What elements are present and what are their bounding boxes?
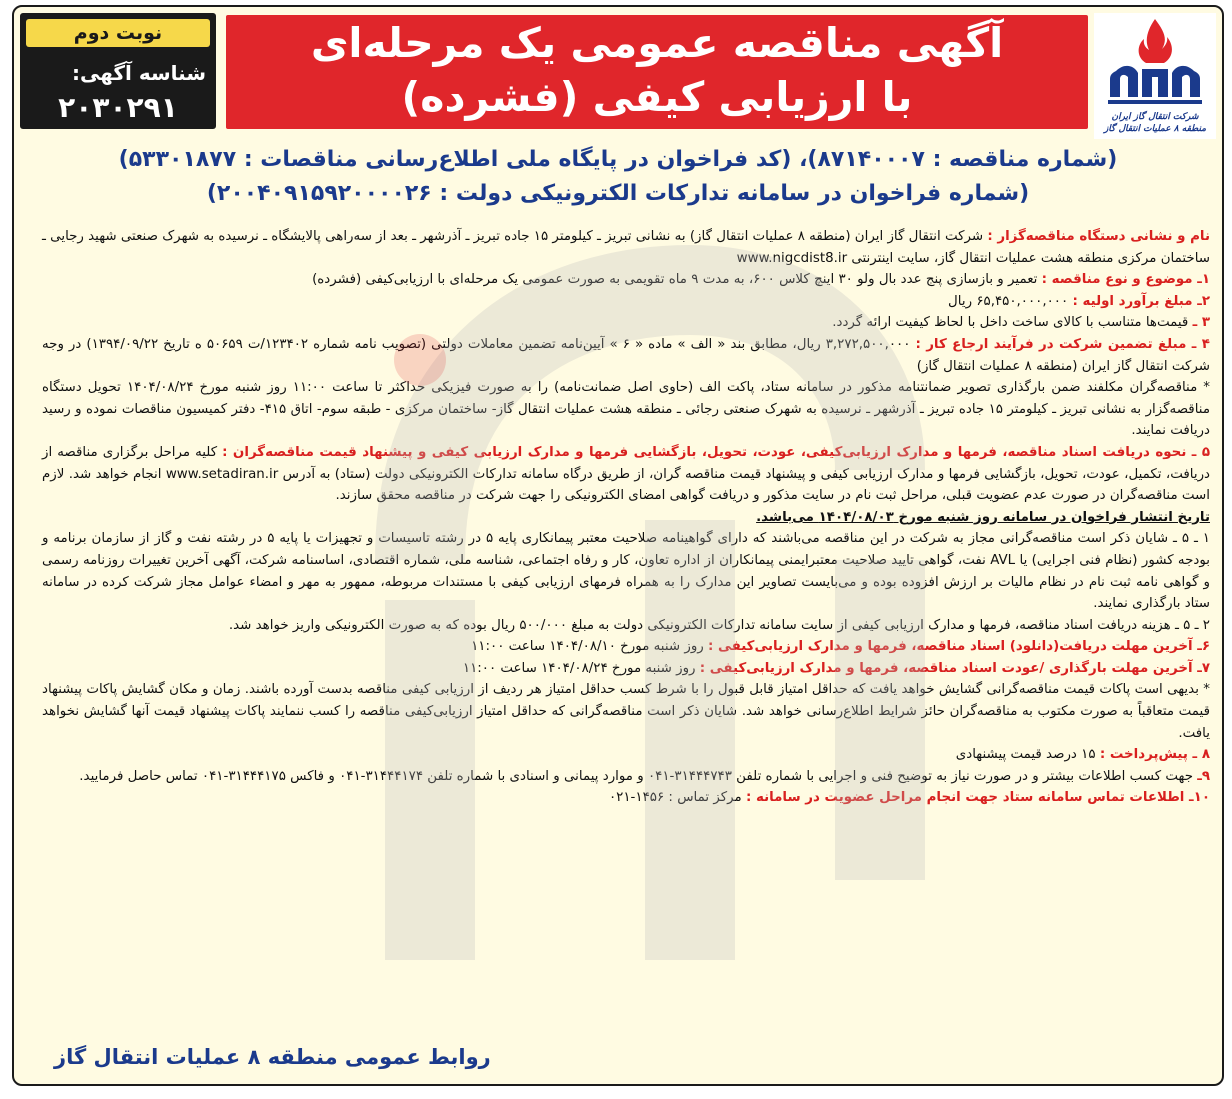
- logo-caption-region: منطقه ۸ عملیات انتقال گاز: [1103, 124, 1207, 134]
- logo-caption-company: شرکت انتقال گاز ایران: [1111, 112, 1199, 122]
- round-label: نوبت دوم: [26, 19, 210, 47]
- section-upload-deadline: [42, 658, 1210, 680]
- procedure-label: ۵ ـ نحوه دریافت اسناد مناقصه، فرمها و مدارک ارزیابی‌کیفی، عودت، تحویل، بازگشایی فرمها و مدارک ارزیابی کیفی و پیشنهاد قیمت مناقصه‌گران :: [222, 444, 1211, 460]
- contact-label: ۹ـ: [1197, 768, 1210, 784]
- guarantee-text: ۳,۲۷۲,۵۰۰,۰۰۰ ریال، مطابق بند « الف » ماده « ۶ » آیین‌نامه تضمین معاملات دولتی (تصویب نامه شماره ۱۲۳۴۰۲/ت ۵۰۶۵۹ ه تاریخ ۱۳۹۴/۰۹/۲۲) در وجه شرکت انتقال گاز ایران (منطقه ۸ عملیات انتقال گاز): [42, 336, 1210, 374]
- organizer-text: شرکت انتقال گاز ایران (منطقه ۸ عملیات انتقال گاز) به نشانی تبریز ـ کیلومتر ۱۵ جاده تبریز ـ آذرشهر ـ بعد از سه‌راهی پالایشگاه ـ نرسیده به شهرک صنعتی شهید رجایی ـ ساختمان مرکزی منطقه هشت عملیات انتقال گاز، سایت اینترنتی www.nigcdist8.ir: [42, 229, 1210, 266]
- download-deadline-text: روز شنبه مورخ ۱۴۰۴/۰۸/۱۰ ساعت ۱۱:۰۰: [471, 639, 709, 655]
- prepayment-text: ۱۵ درصد قیمت پیشنهادی: [955, 747, 1100, 763]
- section-guarantee: [42, 334, 1210, 377]
- public-relations-signature: روابط عمومی منطقه ۸ عملیات انتقال گاز: [54, 1045, 491, 1069]
- section-organizer: [42, 226, 1210, 269]
- guarantee-label: ۴ ـ مبلغ تضمین شرکت در فرآیند ارجاع کار :: [915, 336, 1210, 352]
- subject-label: ۱ـ موضوع و نوع مناقصه :: [1041, 272, 1210, 288]
- tender-codes-line-2: (شماره فراخوان در سامانه تدارکات الکترونیکی دولت : ۲۰۰۴۰۹۱۵۹۲۰۰۰۰۲۶): [206, 181, 1030, 206]
- section-download-deadline: [42, 636, 1210, 658]
- section-contact: [42, 766, 1210, 788]
- upload-deadline-text: روز شنبه مورخ ۱۴۰۴/۰۸/۲۴ ساعت ۱۱:۰۰: [462, 660, 700, 676]
- price-opening-note: * بدیهی است پاکات قیمت مناقصه‌گرانی گشایش خواهد یافت که حداقل امتیاز قابل قبول را با شرط کسب حداقل امتیاز هر ردیف از ارزیابی کیفی مناقصه بدست آورده باشند. زمان و مکان گشایش پاکات پیشنهاد قیمت متعاقباً به صورت مکتوب به مناقصه‌گران حائز شرایط اطلاع‌رسانی خواهد شد. شایان ذکر است مناقصه‌گرانی که حداقل امتیاز ارزیابی‌کیفی مناقصه را کسب ننمایند پاکات پیشنهاد قیمت آنها گشایش نخواهد یافت.: [42, 682, 1210, 741]
- flame-logo-icon: [1094, 13, 1216, 111]
- procedure-text: کلیه مراحل برگزاری مناقصه از دریافت، تکمیل، عودت، تحویل، بازگشایی فرمها و مدارک ارزیابی کیفی و پیشنهاد قیمت مناقصه گران، از طریق درگاه سامانه تدارکات الکترونیکی دولت (ستاد) به آدرس www.setadiran.ir انجام خواهد شد. لازم است مناقصه‌گران در صورت عدم عضویت قبلی، مراحل ثبت نام در سایت مذکور و دریافت گواهی امضای الکترونیکی را جهت شرکت در مناقصه محقق سازند.: [42, 444, 1210, 504]
- contact-text: جهت کسب اطلاعات بیشتر و در صورت نیاز به توضیح فنی و اجرایی با شماره تلفن ۳۱۴۴۴۷۴۳-۰۴۱ و موارد پیمانی و اسنادی با شماره تلفن ۳۱۴۴۴۱۷۴-۰۴۱ و فاکس ۳۱۴۴۴۱۷۵-۰۴۱ تماس حاصل فرمایید.: [79, 768, 1198, 784]
- prepayment-label: ۸ ـ پیش‌پرداخت :: [1099, 747, 1210, 763]
- download-deadline-label: ۶ـ آخرین مهلت دریافت(دانلود) اسناد مناقصه، فرمها و مدارک ارزیابی‌کیفی :: [708, 639, 1210, 655]
- section-prepayment: [42, 744, 1210, 766]
- section-procedure: [42, 442, 1210, 507]
- tender-body: [42, 226, 1210, 809]
- section-estimate: [42, 291, 1210, 313]
- title-line-2: با ارزیابی کیفی (فشرده): [401, 73, 913, 121]
- guarantee-note: * مناقصه‌گران مکلفند ضمن بارگذاری تصویر ضمانتنامه مذکور در سامانه ستاد، پاکت الف (حاوی اصل ضمانت‌نامه) را به صورت فیزیکی حداکثر تا ساعت ۱۱:۰۰ روز شنبه مورخ ۱۴۰۴/۰۸/۲۴ تحویل دستگاه مناقصه‌گزار به نشانی تبریز ـ کیلومتر ۱۵ جاده تبریز ـ آذرشهر ـ نرسیده به شهرک صنعتی رجائی ـ منطقه هشت عملیات انتقال گاز- ساختمان مرکزی - طبقه سوم- اتاق ۴۱۵- دفتر کمیسیون مناقصات نموده و رسید دریافت نمایند.: [42, 380, 1211, 439]
- title-line-1: آگهی مناقصه عمومی یک مرحله‌ای: [310, 19, 1004, 67]
- estimate-text: ۶۵,۴۵۰,۰۰۰,۰۰۰ ریال: [948, 293, 1073, 309]
- setad-contact-label: ۱۰ـ اطلاعات تماس سامانه ستاد جهت انجام مراحل عضویت در سامانه :: [745, 790, 1210, 806]
- subject-text: تعمیر و بازسازی پنج عدد بال ولو ۳۰ اینچ کلاس ۶۰۰، به مدت ۹ ماه تقویمی به صورت عمومی یک مرحله‌ای با ارزیابی‌کیفی (فشرده): [312, 272, 1042, 288]
- setad-contact-text: مرکز تماس : ۱۴۵۶-۰۲۱: [608, 790, 746, 806]
- section-5-2: ۲ ـ ۵ ـ هزینه دریافت اسناد مناقصه، فرمها و مدارک ارزیابی کیفی از سایت سامانه تدارکات الکترونیکی دولت به مبلغ ۵۰۰/۰۰۰ ریال بوده که به صورت الکترونیکی واریز خواهد شد.: [228, 617, 1210, 633]
- section-subject: [42, 269, 1210, 291]
- section-setad-contact: [42, 787, 1210, 809]
- prices-text: قیمت‌ها متناسب با کالای ساخت داخل با لحاظ کیفیت ارائه گردد.: [832, 315, 1193, 331]
- upload-deadline-label: ۷ـ آخرین مهلت بارگذاری /عودت اسناد مناقصه، فرمها و مدارک ارزیابی‌کیفی :: [699, 660, 1210, 676]
- company-logo: [1094, 13, 1216, 139]
- section-5-1: ۱ ـ ۵ ـ شایان ذکر است مناقصه‌گرانی مجاز به شرکت در این مناقصه می‌باشند که دارای گواهینامه صلاحیت معتبر پیمانکاری پایه ۵ در رشته تاسیسات و تجهیزات یا پایه ۵ در رشته نفت و گاز از سازمان برنامه و بودجه کشور (نظام فنی اجرایی) یا AVL نفت، گواهی تایید صلاحیت معتبرایمنی پیمانکاران از اداره تعاون، کار و رفاه اجتماعی، شناسه ملی، شماره اقتصادی، اساسنامه شرکت، آگهی آخرین تغییرات روزنامه رسمی و گواهی نامه ثبت نام در نظام مالیات بر ارزش افزوده بوده و می‌بایست تصاویر این مدارک را به همراه فرمهای ارزیابی کیفی با مستندات مربوطه، ممهور به مهر و امضاء عوامل مجاز شرکت کرده در سامانه ستاد بارگذاری نمایند.: [42, 531, 1210, 612]
- notice-id-value: ۲۰۳۰۲۹۱: [58, 91, 178, 124]
- organizer-label: نام و نشانی دستگاه مناقصه‌گزار :: [987, 229, 1210, 244]
- advertisement-frame: [12, 5, 1224, 1086]
- header: [14, 7, 1222, 139]
- tender-codes-line-1: (شماره مناقصه : ۸۷۱۴۰۰۰۷)، (کد فراخوان در پایگاه ملی اطلاع‌رسانی مناقصات : ۵۳۳۰۱۸۷۷): [118, 147, 1118, 172]
- publish-date: تاریخ انتشار فراخوان در سامانه روز شنبه مورخ ۱۴۰۴/۰۸/۰۳ می‌باشد.: [756, 509, 1210, 525]
- estimate-label: ۲ـ مبلغ برآورد اولیه :: [1072, 293, 1210, 309]
- notice-badge: [20, 13, 216, 129]
- title-banner: [226, 15, 1088, 129]
- logo-caption: [1094, 111, 1216, 135]
- notice-id-label: شناسه آگهی:: [71, 61, 206, 85]
- prices-label: ۳ ـ: [1192, 315, 1210, 331]
- section-prices: [42, 312, 1210, 334]
